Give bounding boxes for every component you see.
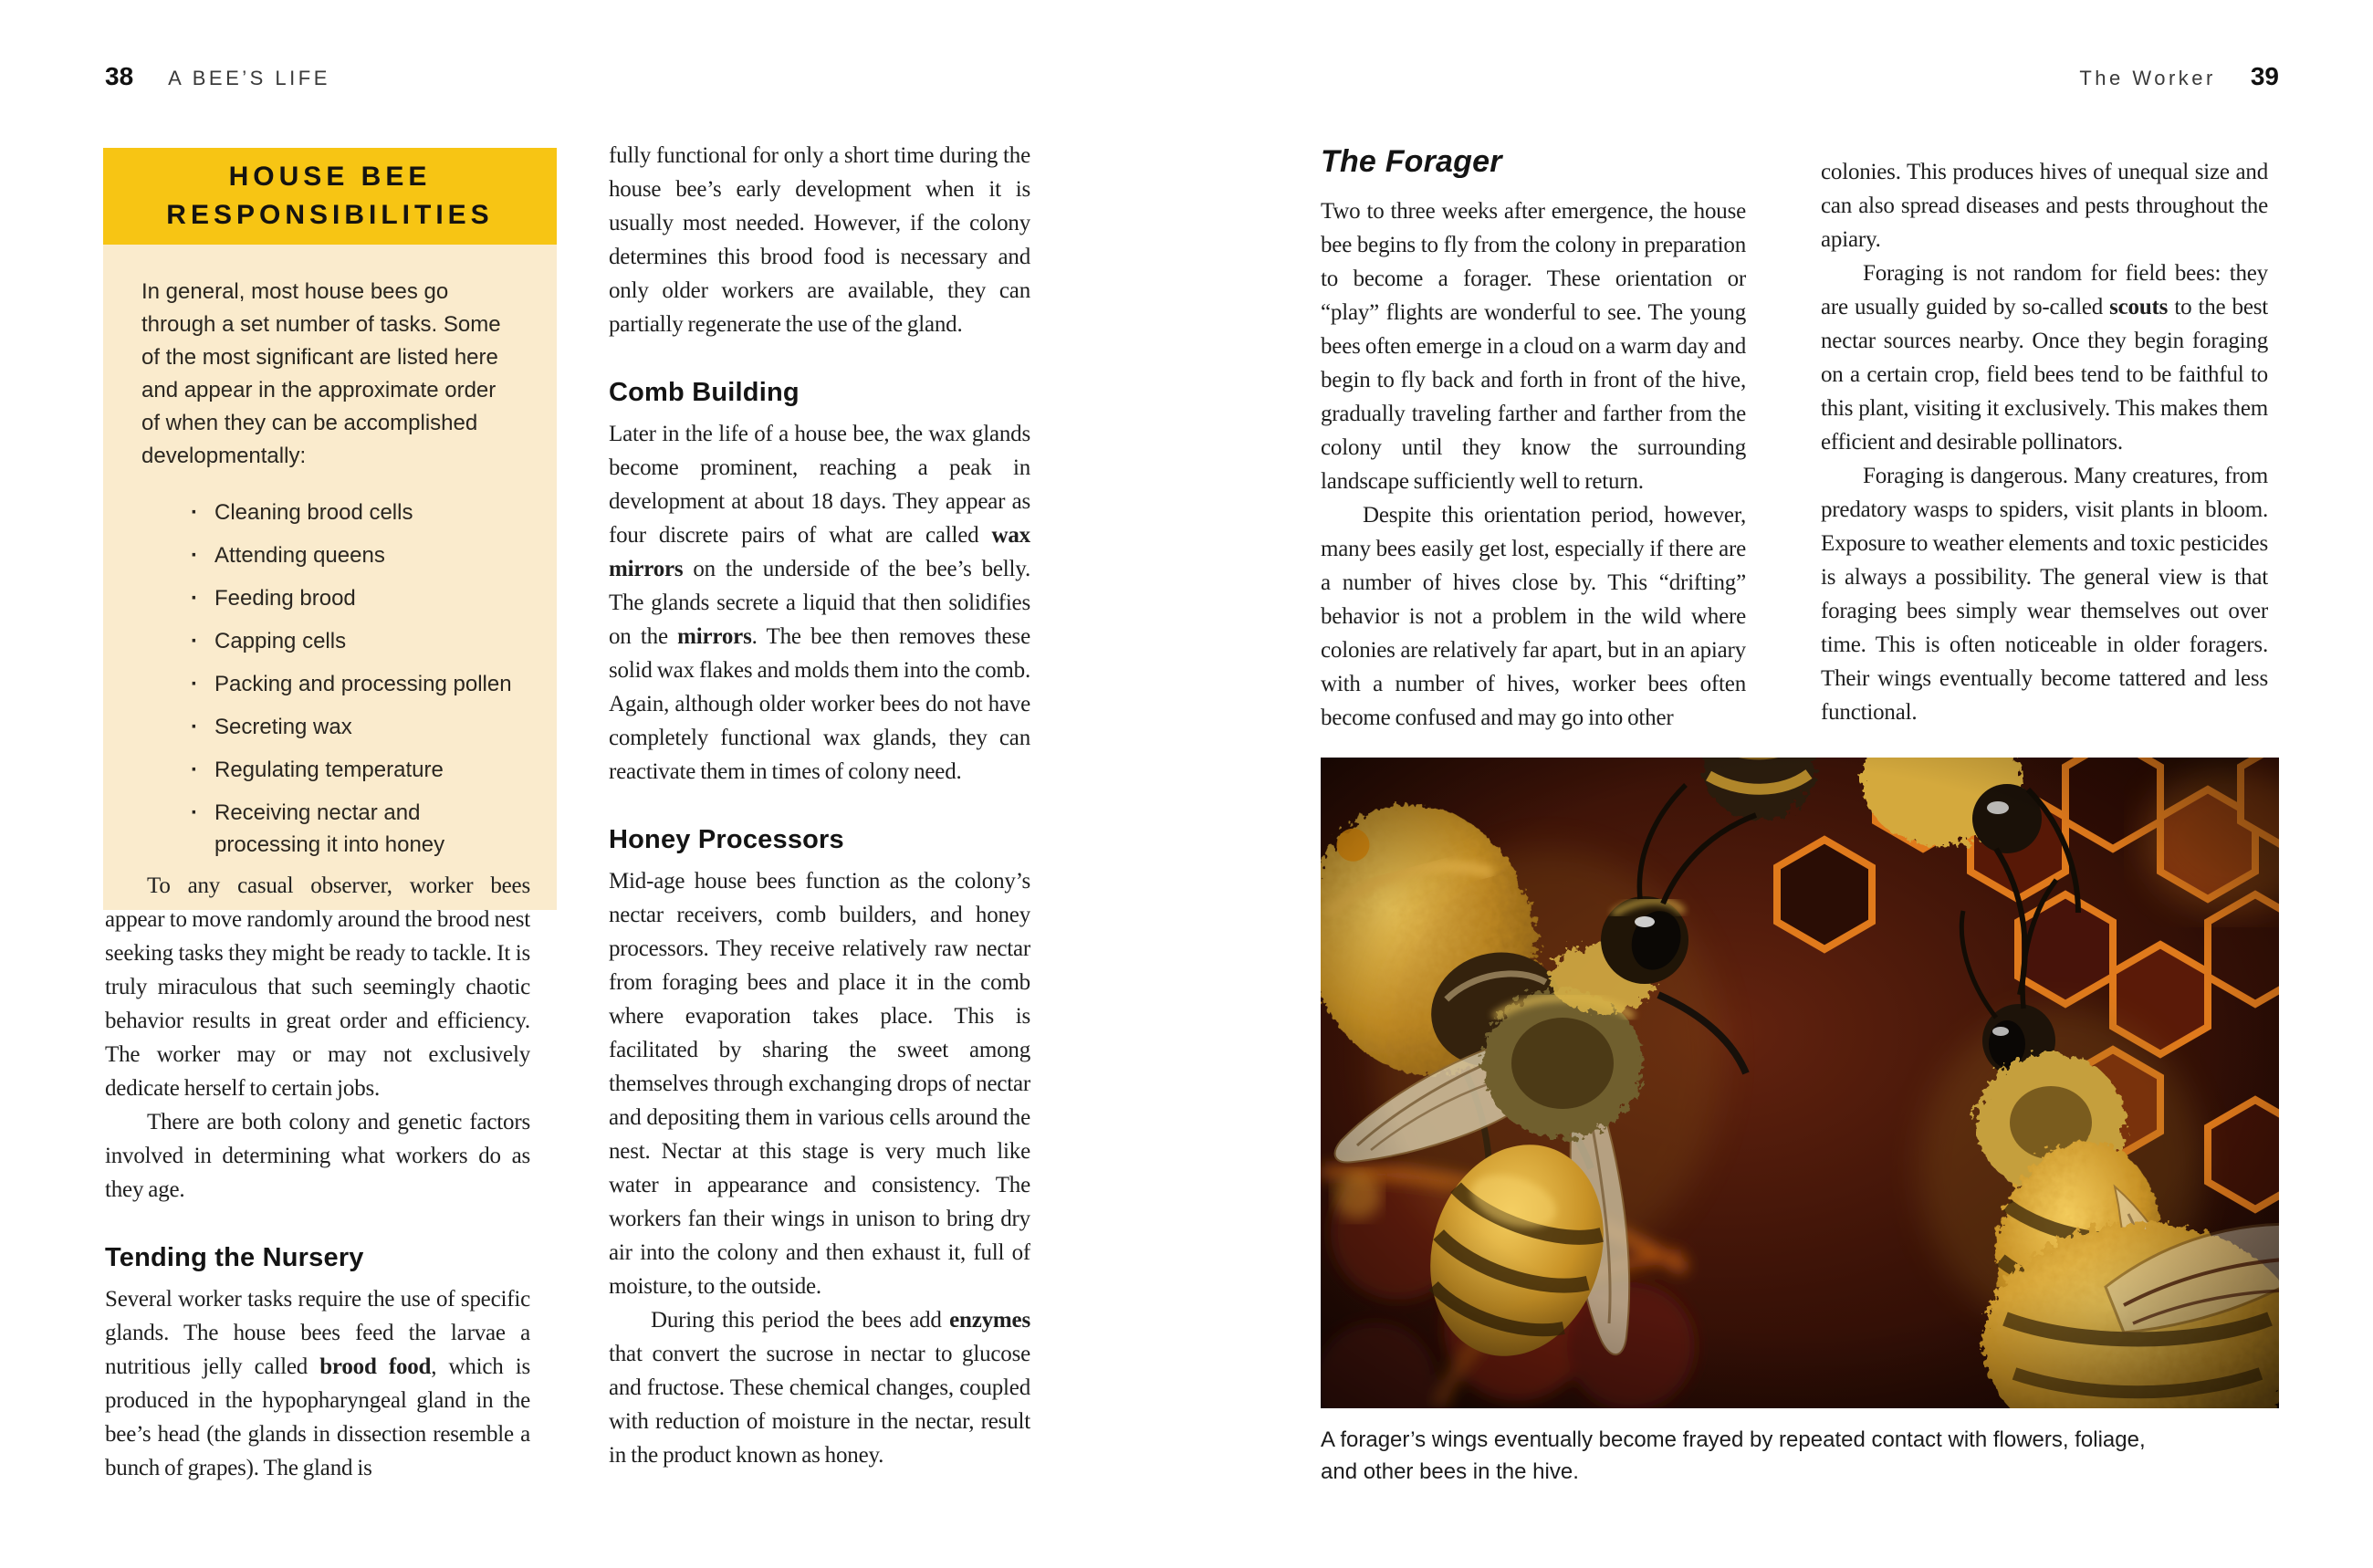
left-page-column-1 [105, 869, 530, 1513]
body-paragraph: Mid-age house bees function as the colony’s nectar receivers, comb builders, and honey processors. They receive relatively raw nectar from foraging bees and place it in the comb where evaporation takes place. This is facilitated by sharing the sweet among themselves through exchanging drops of nectar and depositing them in various cells around the nest. Nectar at this stage is very much like water in appearance and consistency. The workers fan their wings in unison to bring dry air into the colony and then exhaust it, full of moisture, to the outside. [609, 869, 1030, 1299]
body-paragraph: Foraging is not random for field bees: they are usually guided by so-called scouts to the best nectar sources nearby. Once they begin foraging on a certain crop, field bees tend to be faithful to this plant, visiting it exclusively. This makes them efficient and desirable pollinators. [1821, 261, 2268, 455]
sidebar-body [103, 245, 557, 910]
sidebar-bullet-item: · Receiving nectar and processing it into honey [183, 797, 518, 861]
body-paragraph: Several worker tasks require the use of specific glands. The house bees feed the larvae a nutritious jelly called brood food, which is produced in the hypopharyngeal gland in the bee’s head (the glands in dissection resemble a bunch of grapes). The gland is [105, 1287, 530, 1480]
right-running-head: The Worker [2079, 67, 2216, 89]
left-page-column-2 [609, 139, 1030, 1513]
body-paragraph: Foraging is dangerous. Many creatures, from predatory wasps to spiders, visit plants in bloom. Exposure to weather elements and toxic pesticides is always a possibility. The general view is that foraging bees simply wear themselves out over time. This is often noticeable in older foragers. Their wings eventually become tattered and less functional. [1821, 464, 2268, 725]
right-page-column-2 [1821, 155, 2268, 750]
right-page-column-1 [1321, 144, 1746, 750]
sidebar-bullet-item: · Cleaning brood cells [183, 497, 518, 528]
sidebar-bullet-item: · Attending queens [183, 539, 518, 571]
body-paragraph: Two to three weeks after emergence, the house bee begins to fly from the colony in preparation to become a forager. These orientation or “play” flights are wonderful to see. The young bees often emerge in a cloud on a warm day and begin to fly back and forth in front of the hive, gradually traveling farther and farther from the colony until they know the surrounding landscape sufficiently well to return. [1321, 199, 1746, 494]
sidebar-title: HOUSE BEE RESPONSIBILITIES [103, 148, 557, 245]
sidebar-bullet-item: · Capping cells [183, 625, 518, 657]
bee-photo [1321, 758, 2279, 1408]
sidebar-bullet-item: · Regulating temperature [183, 754, 518, 786]
body-paragraph: Later in the life of a house bee, the wax glands become prominent, reaching a peak in development at about 18 days. They appear as four discrete pairs of what are called wax mirrors on the underside of the bee’s belly. The glands secrete a liquid that then solidifies on the mirrors. The bee then removes these solid wax flakes and molds them into the comb. Again, although older worker bees do not have completely functional wax glands, they can reactivate them in times of colony need. [609, 422, 1030, 784]
left-running-head: A BEE’S LIFE [168, 67, 330, 89]
body-paragraph: Despite this orientation period, however, many bees easily get lost, especially if there are a number of hives close by. This “drifting” behavior is not a problem in the wild where colonies are relatively far apart, but in an apiary with a number of hives, worker bees often become confused and may go into other [1321, 503, 1746, 730]
sidebar-bullet-item: · Packing and processing pollen [183, 668, 518, 700]
body-paragraph: fully functional for only a short time during the house bee’s early development when it is usually most needed. However, if the colony determines this brood food is necessary and only older workers are available, they can partially regenerate the use of the gland. [609, 143, 1030, 337]
section-subheading: Comb Building [609, 378, 800, 407]
section-subheading: Tending the Nursery [105, 1243, 364, 1272]
body-paragraph: During this period the bees add enzymes that convert the sucrose in nectar to glucose and fructose. These chemical changes, coupled with reduction of moisture in the nectar, result in the product known as honey. [609, 1308, 1030, 1468]
section-subheading: Honey Processors [609, 825, 844, 854]
left-page-number: 38 [105, 62, 134, 90]
body-paragraph: To any casual observer, worker bees appear to move randomly around the brood nest seeking tasks they might be ready to tackle. It is truly miraculous that such seemingly chaotic behavior results in great order and efficiency. The worker may or may not exclusively dedicate herself to certain jobs. [105, 873, 530, 1101]
sidebar-intro: In general, most house bees go through a set number of tasks. Some of the most significant are listed here and appear in the approximate order of when they can be accomplished developmentally: [141, 279, 501, 468]
sidebar-bullet-item: · Feeding brood [183, 582, 518, 614]
photo-caption: A forager’s wings eventually become frayed by repeated contact with flowers, foliage, and other bees in the hive. [1321, 1427, 2146, 1484]
left-page-header [105, 62, 330, 91]
right-page-header [2079, 62, 2279, 91]
house-bee-responsibilities-sidebar [103, 148, 557, 910]
right-page-number: 39 [2250, 62, 2279, 90]
bee-photo-illustration [1321, 758, 2279, 1408]
section-subheading: The Forager [1321, 144, 1502, 179]
body-paragraph: There are both colony and genetic factors involved in determining what workers do as they age. [105, 1110, 530, 1202]
sidebar-bullet-item: · Secreting wax [183, 711, 518, 743]
sidebar-bullet-list [141, 497, 518, 861]
body-paragraph: colonies. This produces hives of unequal size and can also spread diseases and pests throughout the apiary. [1821, 160, 2268, 252]
